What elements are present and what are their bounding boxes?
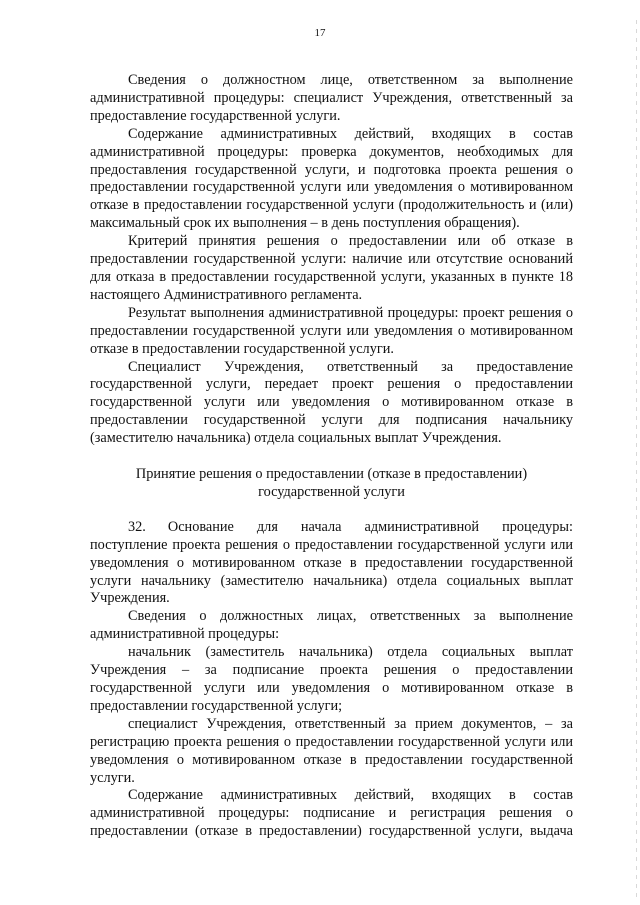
paragraph-head-of-department: начальник (заместитель начальника) отдела социальных выплат Учреждения – за подписание проекта решения о предоставлении государственной услуги или уведомления о мотивированном отказе в предоставлении государственной услуги; xyxy=(90,644,573,714)
paragraph-draft-transfer: Специалист Учреждения, ответственный за предоставление государственной услуги, передает проект решения о предоставлении государственной услуги или уведомления о мотивированном отказе в предоставлении государственной услуги для подписания начальнику (заместителю начальника) отдела социальных выплат Учреждения. xyxy=(90,358,573,447)
paragraph-responsible-officials: Сведения о должностных лицах, ответственных за выполнение административной процедуры: xyxy=(90,608,573,643)
section-heading xyxy=(90,466,573,502)
numbered-paragraph-32 xyxy=(90,519,573,609)
section-heading-line-1: Принятие решения о предоставлении (отказе в предоставлении) xyxy=(135,466,528,483)
paragraph-actions-content: Содержание административных действий, входящих в состав административной процедуры: проверка документов, необходимых для предоставления государственной услуги, и подготовка проекта решения о предоставлении государственной услуги или уведомления о мотивированном отказе в предоставлении государственной услуги (продолжительность и (или) максимальный срок их выполнения – в день поступления обращения). xyxy=(90,125,573,232)
item-32-text: Основание для начала административной процедуры: поступление проекта решения о предоставлении государственной услуги или уведомления о мотивированном отказе в предоставлении государственной услуги начальнику (заместителю начальника) отдела социальных выплат Учреждения. xyxy=(90,518,573,607)
paragraph-procedure-result: Результат выполнения административной процедуры: проект решения о предоставлении государственной услуги или уведомления о мотивированном отказе в предоставлении государственной услуги. xyxy=(90,304,573,357)
paragraph-responsible-official: Сведения о должностном лице, ответственном за выполнение административной процедуры: специалист Учреждения, ответственный за предоставление государственной услуги. xyxy=(90,72,573,124)
document-body xyxy=(90,72,573,841)
paragraph-actions-content-final: Содержание административных действий, входящих в состав административной процедуры: подписание и регистрация решения о предоставлении (отказе в предоставлении) государственной услуги, выдача xyxy=(90,787,573,840)
item-number: 32. xyxy=(128,518,146,535)
paragraph-registration-specialist: специалист Учреждения, ответственный за прием документов, – за регистрацию проекта решения о предоставлении государственной услуги или уведомления о мотивированном отказе в предоставлении государственной услуги. xyxy=(90,715,573,786)
section-heading-line-2: государственной услуги xyxy=(258,483,405,500)
page-number: 17 xyxy=(314,27,326,39)
scan-edge-line xyxy=(636,20,637,900)
paragraph-decision-criterion: Критерий принятия решения о предоставлении или об отказе в предоставлении государственной услуги: наличие или отсутствие оснований для отказа в предоставлении государственной услуги, указанных в пункте 18 настоящего Административного регламента. xyxy=(90,233,573,303)
